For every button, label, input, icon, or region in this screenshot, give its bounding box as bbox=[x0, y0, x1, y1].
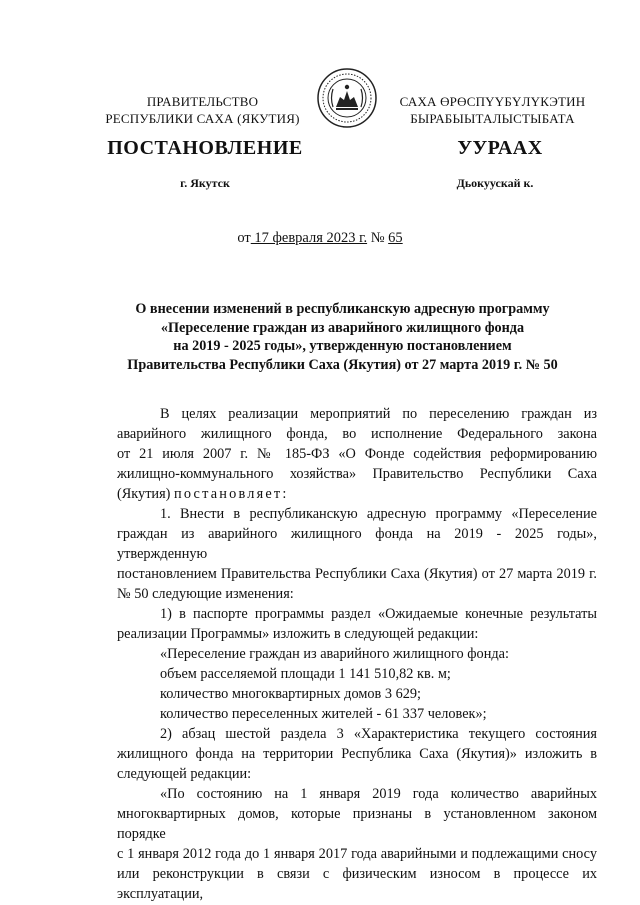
body-line: реализации Программы» изложить в следующей редакции: bbox=[117, 626, 479, 642]
body-line: количество переселенных жителей - 61 337 человек»; bbox=[160, 706, 487, 722]
body-line: объем расселяемой площади 1 141 510,82 кв. м; bbox=[160, 666, 451, 682]
org-name-ru-line1: ПРАВИТЕЛЬСТВО bbox=[146, 94, 259, 109]
body-line: от 21 июля 2007 г. № 185-ФЗ «О Фонде содействия реформированию bbox=[117, 446, 597, 462]
body-line: № 50 следующие изменения: bbox=[117, 586, 294, 602]
paragraph-quote bbox=[117, 784, 597, 904]
paragraph-subitem-1 bbox=[117, 604, 597, 644]
body-line: или реконструкции в связи с физическим износом в процессе их эксплуатации, bbox=[117, 866, 597, 902]
body-line: В целях реализации мероприятий по переселению граждан из bbox=[160, 406, 597, 422]
date-prefix: от bbox=[237, 230, 251, 246]
header-left bbox=[95, 93, 310, 127]
body-line bbox=[117, 484, 597, 504]
header-right bbox=[385, 93, 600, 127]
doc-type-sah: УУРААХ bbox=[457, 137, 543, 159]
org-name-ru-line2: РЕСПУБЛИКИ САХА (ЯКУТИЯ) bbox=[105, 111, 300, 126]
resolves-word: постановляет: bbox=[174, 486, 289, 502]
body-line: количество многоквартирных домов 3 629; bbox=[160, 686, 421, 702]
org-name-sah-line1: САХА ӨРӨСПҮҮБҮЛҮКЭТИН bbox=[399, 94, 586, 109]
dateline bbox=[0, 230, 640, 247]
body-line: жилищного фонда на территории Республика Саха (Якутия)» изложить в bbox=[117, 746, 597, 762]
body-line: «Переселение граждан из аварийного жилищного фонда: bbox=[160, 646, 509, 662]
doc-type-ru: ПОСТАНОВЛЕНИЕ bbox=[107, 137, 303, 159]
body-line: 1. Внести в республиканскую адресную программу «Переселение bbox=[160, 506, 597, 522]
title-line: «Переселение граждан из аварийного жилищного фонда bbox=[160, 319, 525, 336]
body-line: жилищно-коммунального хозяйства» Правительство Республики Саха bbox=[117, 466, 597, 482]
body-line: 2) абзац шестой раздела 3 «Характеристика текущего состояния bbox=[160, 726, 597, 742]
org-name-sah-line2: БЫРАБЫЫТАЛЫСТЫБАТА bbox=[410, 111, 575, 126]
body-line: с 1 января 2012 года до 1 января 2017 года аварийными и подлежащими сносу bbox=[117, 846, 597, 862]
body-line: многоквартирных домов, которые признаны в установленном законом порядке bbox=[117, 806, 597, 842]
decree-number: 65 bbox=[388, 230, 403, 246]
document-title bbox=[80, 300, 605, 374]
paragraph-preamble bbox=[117, 404, 597, 504]
title-line: Правительства Республики Саха (Якутия) от 27 марта 2019 г. № 50 bbox=[127, 356, 558, 373]
document-body bbox=[117, 404, 597, 904]
body-line: аварийного жилищного фонда, во исполнение Федерального закона bbox=[117, 426, 597, 442]
city-sah: Дьокуускай к. bbox=[456, 176, 534, 190]
number-sign: № bbox=[367, 230, 389, 246]
coat-of-arms-emblem bbox=[316, 67, 378, 129]
paragraph-item-1 bbox=[117, 504, 597, 604]
body-line: 1) в паспорте программы раздел «Ожидаемые конечные результаты bbox=[160, 606, 597, 622]
date-value: 17 февраля 2023 г. bbox=[250, 230, 368, 246]
body-line: следующей редакции: bbox=[117, 766, 252, 782]
body-line: постановлением Правительства Республики Саха (Якутия) от 27 марта 2019 г. bbox=[117, 566, 597, 582]
city-ru: г. Якутск bbox=[180, 176, 230, 190]
title-line: О внесении изменений в республиканскую адресную программу bbox=[135, 301, 550, 317]
paragraph-subitem-2 bbox=[117, 724, 597, 784]
body-line: граждан из аварийного жилищного фонда на 2019 - 2025 годы», утвержденную bbox=[117, 526, 597, 562]
body-text-fragment: (Якутия) bbox=[117, 486, 174, 502]
body-line: «По состоянию на 1 января 2019 года количество аварийных bbox=[160, 786, 597, 802]
title-line: на 2019 - 2025 годы», утвержденную постановлением bbox=[173, 338, 512, 354]
